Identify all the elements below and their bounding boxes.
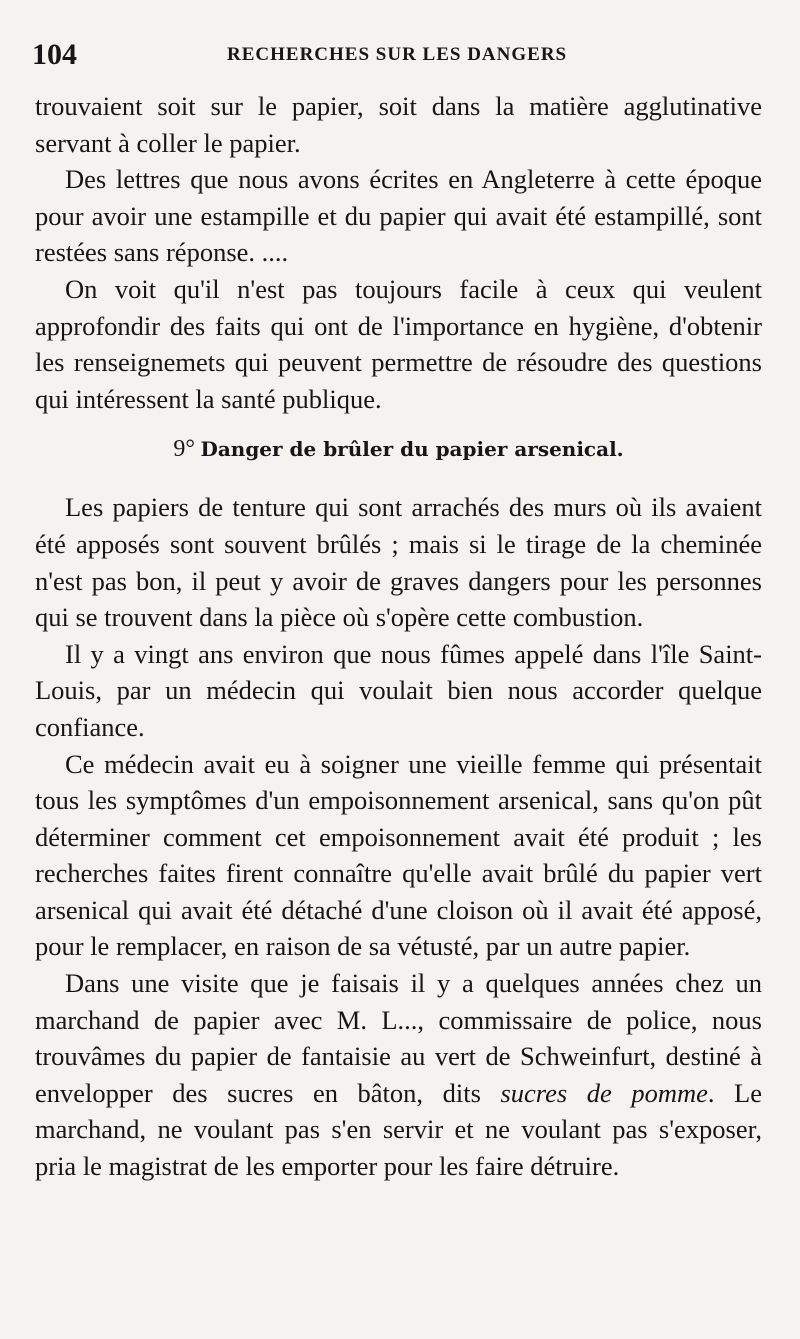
- paragraph: On voit qu'il n'est pas toujours facile à ceux qui veulent approfondir des faits qui ont de l'importance en hygiène, d'obtenir les renseignemets qui peuvent permettre de résoudre des questions qui intéressent la santé publique.: [35, 273, 762, 414]
- italic-term: sucres de pomme: [500, 1077, 708, 1108]
- section-number: 9°: [173, 436, 195, 463]
- section-heading: [35, 431, 762, 467]
- paragraph: Il y a vingt ans environ que nous fûmes appelé dans l'île Saint-Louis, par un médecin qui voulait bien nous accorder quelque confiance.: [35, 638, 762, 742]
- paragraph-continued: trouvaient soit sur le papier, soit dans la matière agglutinative servant à coller le papier.: [35, 91, 762, 158]
- paragraph: Des lettres que nous avons écrites en Angleterre à cette époque pour avoir une estampille et du papier qui avait été estampillé, sont restées sans réponse. ....: [35, 164, 762, 268]
- running-title: RECHERCHES SUR LES DANGERS: [227, 44, 568, 65]
- paragraph-text-end: . Le marchand, ne voulant pas s'en servir et ne voulant pas s'exposer, pria le magistrat de les emporter pour les faire détruire.: [35, 1077, 762, 1182]
- page-number: 104: [32, 38, 77, 71]
- paragraph: Les papiers de tenture qui sont arrachés des murs où ils avaient été apposés sont souvent brûlés ; mais si le tirage de la cheminée n'est pas bon, il peut y avoir de graves dangers pour les personnes qui se trouvent dans la pièce où s'opère cette combustion.: [35, 492, 762, 633]
- paragraph: [35, 965, 762, 1185]
- paragraph-text-start: Dans une visite que je faisais il y a quelques années chez un marchand de papier avec M. L..., commissaire de police, nous trouvâmes du papier de fantaisie au vert de Schweinfurt, destiné à envelopper des sucres en bâton, dits: [35, 968, 762, 1108]
- page-header: [32, 38, 760, 78]
- page-body: [35, 88, 762, 1185]
- paragraph: Ce médecin avait eu à soigner une vieille femme qui présentait tous les symptômes d'un empoisonnement arsenical, sans qu'on pût déterminer comment cet empoisonnement avait été produit ; les recherches faites firent connaître qu'elle avait brûlé du papier vert arsenical qui avait été détaché d'une cloison où il avait été apposé, pour le remplacer, en raison de sa vétusté, par un autre papier.: [35, 748, 762, 962]
- section-title: Danger de brûler du papier arsenical.: [200, 437, 624, 462]
